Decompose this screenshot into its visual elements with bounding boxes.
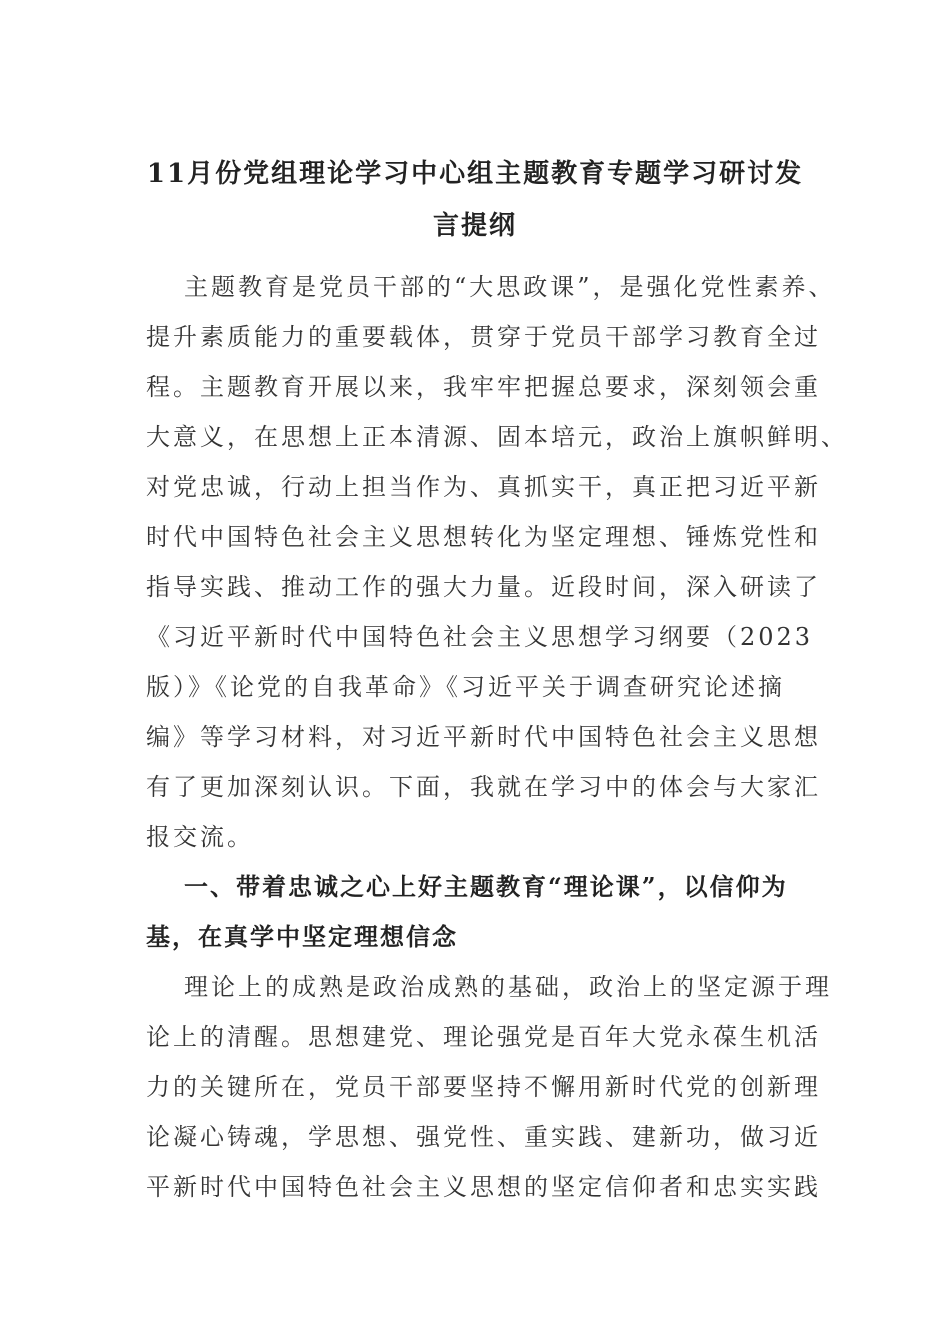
intro-line: 大意义，在思想上正本清源、固本培元，政治上旗帜鲜明、 — [146, 423, 848, 451]
section-body-line: 论凝心铸魂，学思想、强党性、重实践、建新功，做习近 — [146, 1123, 821, 1151]
section-body-line: 论上的清醒。思想建党、理论强党是百年大党永葆生机活 — [146, 1023, 821, 1051]
intro-line: 报交流。 — [146, 823, 254, 851]
intro-line: 编》等学习材料，对习近平新时代中国特色社会主义思想 — [146, 723, 821, 751]
intro-line: 程。主题教育开展以来，我牢牢把握总要求，深刻领会重 — [146, 373, 821, 401]
intro-line: 提升素质能力的重要载体，贯穿于党员干部学习教育全过 — [146, 323, 821, 351]
intro-line: 时代中国特色社会主义思想转化为坚定理想、锤炼党性和 — [146, 523, 821, 551]
intro-line: 指导实践、推动工作的强大力量。近段时间，深入研读了 — [146, 573, 821, 601]
section-heading-line: 基，在真学中坚定理想信念 — [146, 922, 458, 951]
document-title: 11月份党组理论学习中心组主题教育专题学习研讨发言提纲 — [146, 159, 804, 241]
section-body-line: 理论上的成熟是政治成熟的基础，政治上的坚定源于理 — [184, 973, 832, 1001]
section-body-line: 平新时代中国特色社会主义思想的坚定信仰者和忠实实践 — [146, 1173, 821, 1201]
intro-line: 对党忠诚，行动上担当作为、真抓实干，真正把习近平新 — [146, 473, 821, 501]
intro-line: 《习近平新时代中国特色社会主义思想学习纲要（2023 — [146, 623, 814, 651]
section-heading-line: 一、带着忠诚之心上好主题教育“理论课”，以信仰为 — [184, 872, 788, 901]
intro-line: 版）》《论党的自我革命》《习近平关于调查研究论述摘 — [146, 673, 785, 701]
intro-line: 主题教育是党员干部的“大思政课”，是强化党性素养、 — [184, 273, 836, 301]
intro-line: 有了更加深刻认识。下面，我就在学习中的体会与大家汇 — [146, 773, 821, 801]
section-body-line: 力的关键所在，党员干部要坚持不懈用新时代党的创新理 — [146, 1073, 821, 1101]
